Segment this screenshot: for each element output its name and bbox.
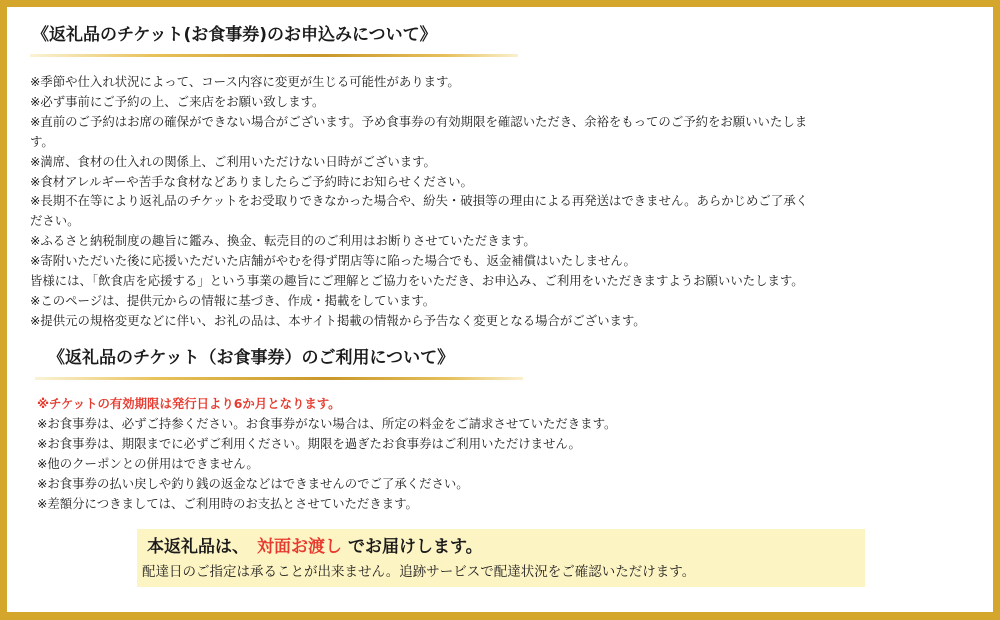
note-line: ※寄附いただいた後に応援いただいた店舗がやむを得ず閉店等に陥った場合でも、返金補償はいたしません。 bbox=[30, 253, 636, 269]
heading-underline bbox=[35, 377, 523, 380]
heading-underline bbox=[30, 54, 518, 57]
note-line: ※直前のご予約はお席の確保ができない場合がございます。予め食事券の有効期限を確認いただき、余裕をもってのご予約をお願いいたしま bbox=[30, 113, 808, 129]
note-line: ※他のクーポンとの併用はできません。 bbox=[37, 455, 259, 471]
note-line: 皆様には、「飲食店を応援する」という事業の趣旨にご理解とご協力をいただき、お申込み、ご利用をいただきますようお願いいたします。 bbox=[30, 273, 804, 289]
application-notes-heading: 《返礼品のチケット(お食事券)のお申込みについて》 bbox=[32, 25, 437, 45]
application-notes-section bbox=[30, 20, 975, 331]
note-line: ※お食事券は、期限までに必ずご利用ください。期限を過ぎたお食事券はご利用いただけません。 bbox=[37, 435, 581, 451]
note-line: ※季節や仕入れ状況によって、コース内容に変更が生じる可能性があります。 bbox=[30, 74, 460, 89]
usage-notes-heading: 《返礼品のチケット（お食事券）のご利用について》 bbox=[48, 348, 455, 368]
note-line: ※このページは、提供元からの情報に基づき、作成・掲載をしています。 bbox=[30, 292, 436, 308]
top-gold-border bbox=[0, 0, 1000, 7]
usage-notes-section bbox=[30, 343, 975, 513]
delivery-method-text bbox=[147, 533, 483, 561]
bottom-gold-border bbox=[0, 612, 1000, 620]
note-line: ※必ず事前にご予約の上、ご来店をお願い致します。 bbox=[30, 93, 325, 109]
note-line: ※提供元の規格変更などに伴い、お礼の品は、本サイト掲載の情報から予告なく変更となる場合がございます。 bbox=[30, 312, 646, 328]
note-line: ※差額分につきましては、ご利用時のお支払とさせていただきます。 bbox=[37, 495, 418, 511]
note-line: ※食材アレルギーや苦手な食材などありましたらご予約時にお知らせください。 bbox=[30, 173, 473, 189]
left-gold-border bbox=[0, 0, 7, 620]
right-gold-border bbox=[993, 0, 1000, 620]
expiry-note: ※チケットの有効期限は発行日より6か月となります。 bbox=[37, 396, 341, 411]
note-line: ださい。 bbox=[30, 213, 80, 229]
note-line: ※お食事券は、必ずご持参ください。お食事券がない場合は、所定の料金をご請求させていただきます。 bbox=[37, 415, 617, 431]
delivery-suffix: でお届けします。 bbox=[348, 537, 483, 557]
note-line: ※お食事券の払い戻しや釣り銭の返金などはできませんのでご了承ください。 bbox=[37, 475, 469, 491]
note-line: す。 bbox=[30, 133, 54, 149]
delivery-emphasis: 対面お渡し bbox=[257, 537, 342, 557]
usage-notes-list bbox=[30, 394, 975, 513]
note-line: ※ふるさと納税制度の趣旨に鑑み、換金、転売目的のご利用はお断りさせていただきます。 bbox=[30, 233, 536, 249]
note-line: ※長期不在等により返礼品のチケットをお受取りできなかった場合や、紛失・破損等の理由による再発送はできません。あらかじめご了承く bbox=[30, 193, 808, 209]
delivery-banner bbox=[137, 529, 865, 587]
delivery-prefix: 本返礼品は、 bbox=[147, 537, 249, 557]
delivery-note: 配達日のご指定は承ることが出来ません。追跡サービスで配達状況をご確認いただけます。 bbox=[142, 564, 696, 580]
note-line: ※満席、食材の仕入れの関係上、ご利用いただけない日時がございます。 bbox=[30, 153, 436, 169]
application-notes-list bbox=[30, 72, 975, 331]
